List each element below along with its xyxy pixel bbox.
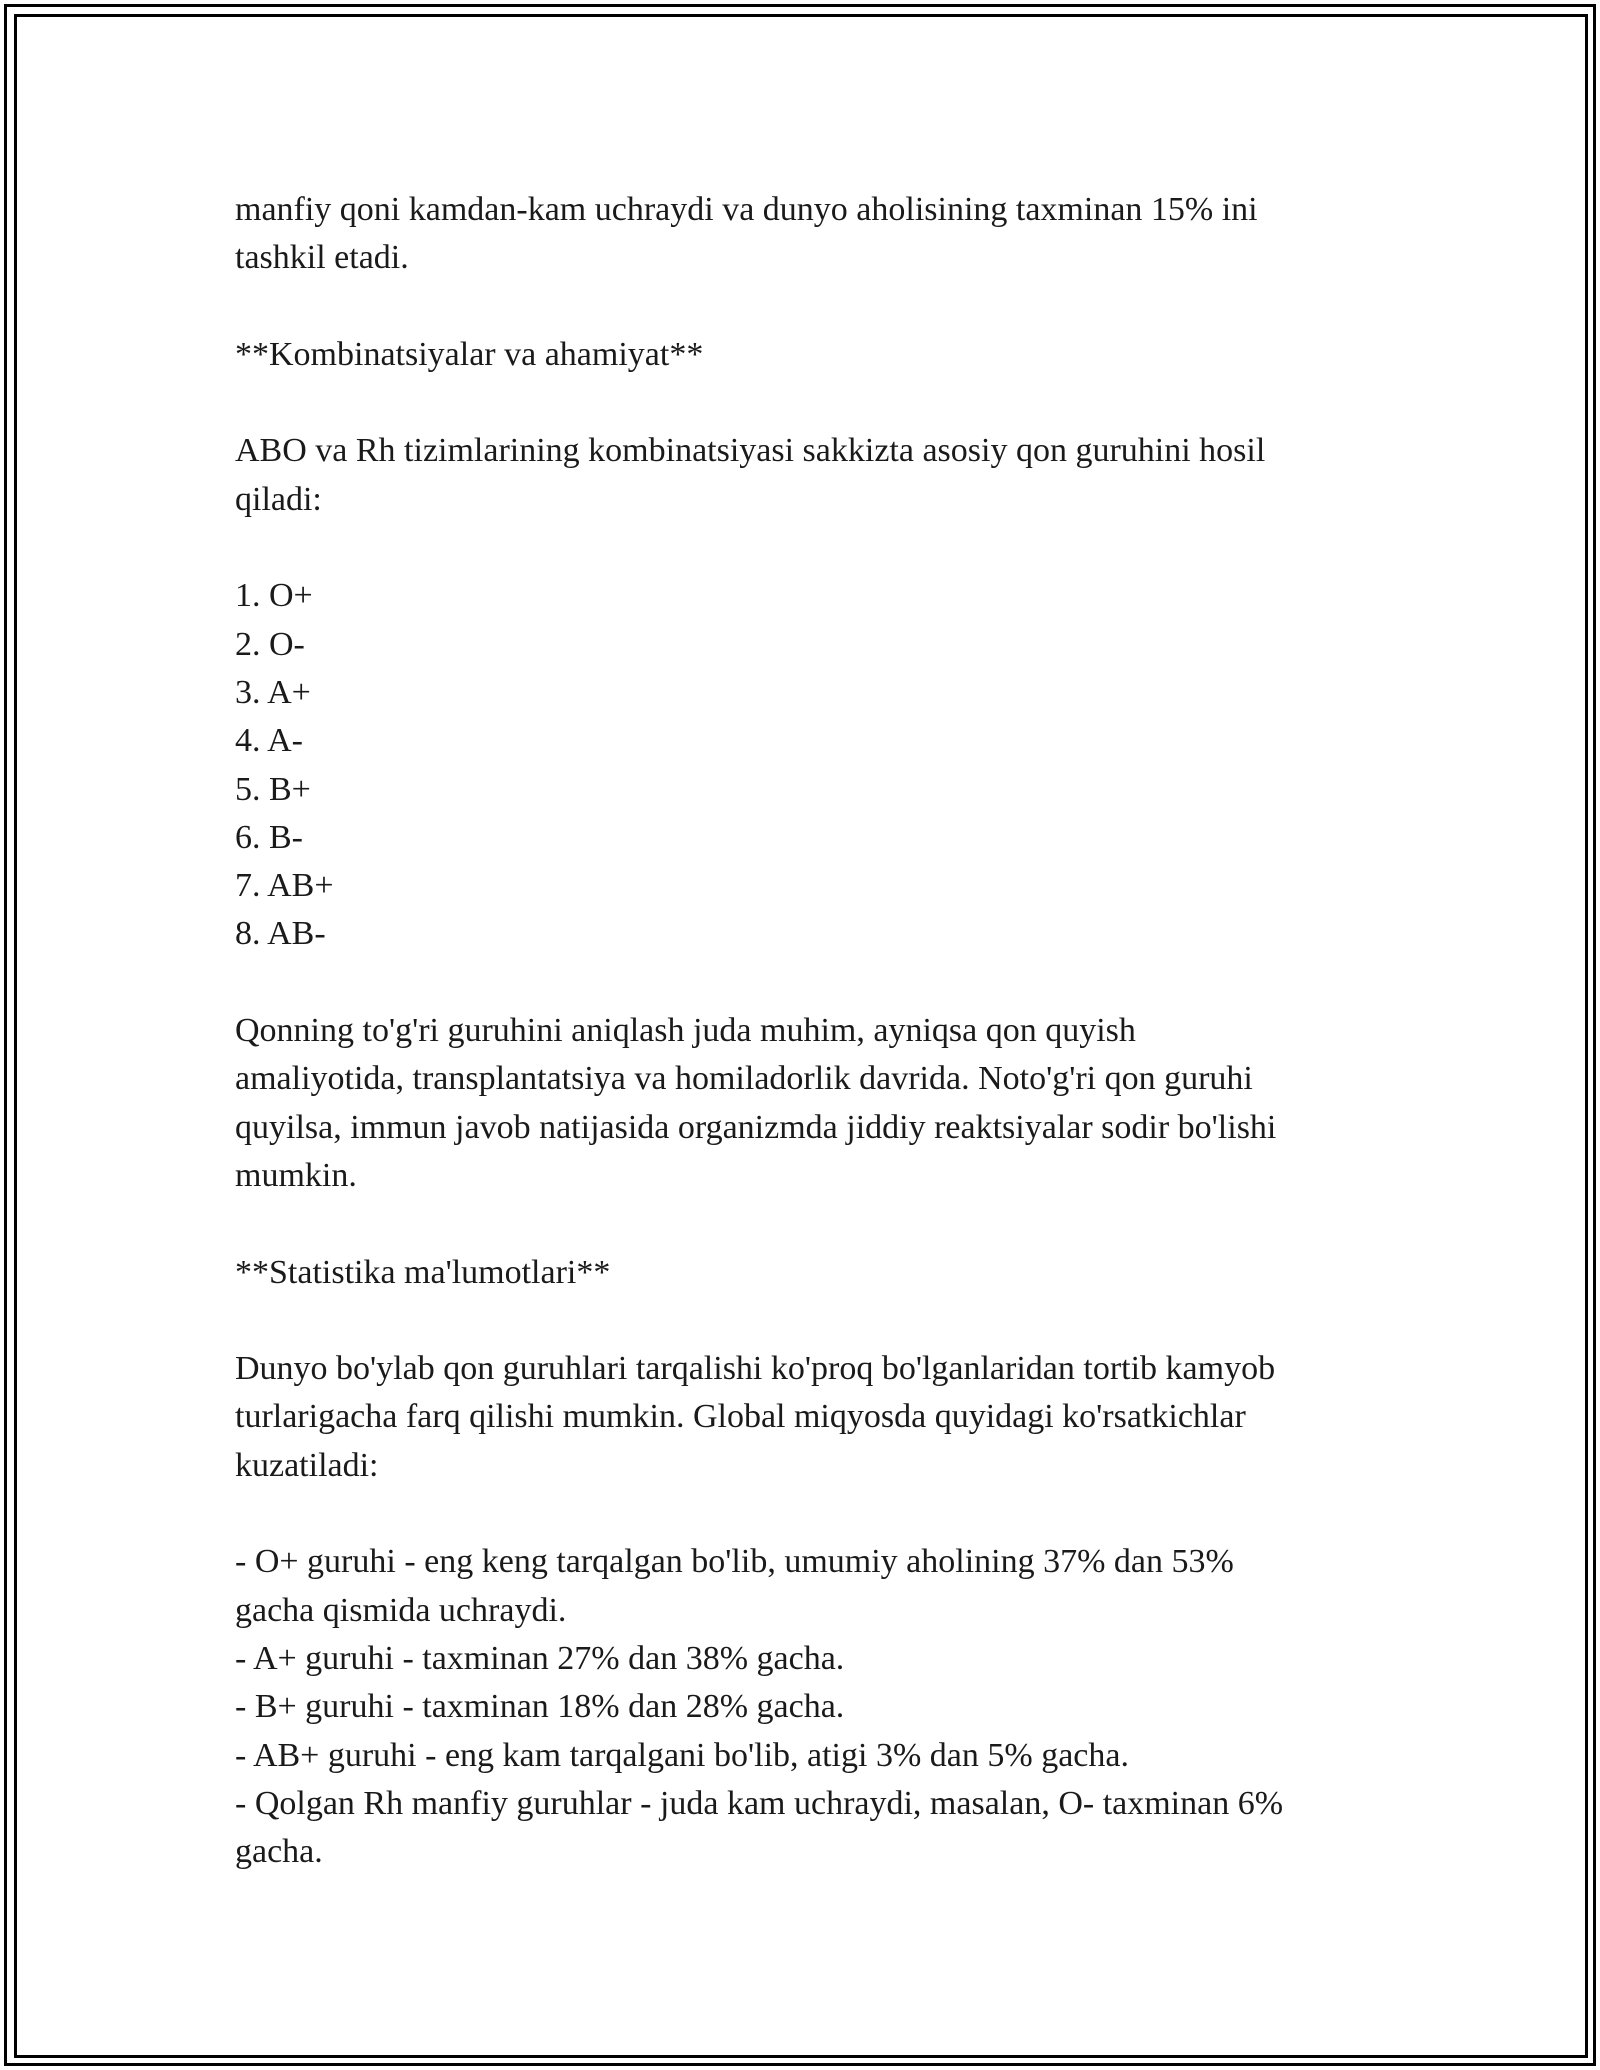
importance-line: amaliyotida, transplantatsiya va homiladorlik davrida. Noto'g'ri qon guruhi xyxy=(235,1060,1253,1098)
importance-line: quyilsa, immun javob natijasida organizmda jiddiy reaktsiyalar sodir bo'lishi xyxy=(235,1108,1277,1146)
combinations-intro-paragraph xyxy=(235,427,1395,524)
paragraph-gap xyxy=(235,959,1395,1007)
statistics-list-line: gacha qismida uchraydi. xyxy=(235,1591,567,1629)
combinations-intro-line: ABO va Rh tizimlarining kombinatsiyasi sakkizta asosiy qon guruhini hosil xyxy=(235,432,1266,470)
heading-statistics: **Statistika ma'lumotlari** xyxy=(235,1253,611,1291)
statistics-list-line: - B+ guruhi - taxminan 18% dan 28% gacha. xyxy=(235,1688,845,1726)
paragraph-gap xyxy=(235,1297,1395,1345)
list-item: 6. B- xyxy=(235,818,303,856)
statistics-list-line: gacha. xyxy=(235,1833,323,1871)
list-item: 2. O- xyxy=(235,625,305,663)
statistics-intro-line: kuzatiladi: xyxy=(235,1446,379,1484)
statistics-intro-line: turlarigacha farq qilishi mumkin. Global miqyosda quyidagi ko'rsatkichlar xyxy=(235,1398,1246,1436)
paragraph-gap xyxy=(235,1490,1395,1538)
statistics-list-line: - Qolgan Rh manfiy guruhlar - juda kam uchraydi, masalan, O- taxminan 6% xyxy=(235,1784,1284,1822)
list-item: 4. A- xyxy=(235,722,303,760)
list-item: 3. A+ xyxy=(235,673,311,711)
intro-line: manfiy qoni kamdan-kam uchraydi va dunyo aholisining taxminan 15% ini xyxy=(235,191,1258,228)
list-item: 5. B+ xyxy=(235,770,311,808)
paragraph-gap xyxy=(235,524,1395,572)
heading-combinations: **Kombinatsiyalar va ahamiyat** xyxy=(235,335,704,373)
statistics-intro-line: Dunyo bo'ylab qon guruhlari tarqalishi ko'proq bo'lganlaridan tortib kamyob xyxy=(235,1350,1276,1388)
list-item: 8. AB- xyxy=(235,915,326,953)
statistics-intro-paragraph xyxy=(235,1345,1395,1490)
statistics-list-line: - O+ guruhi - eng keng tarqalgan bo'lib, umumiy aholining 37% dan 53% xyxy=(235,1543,1234,1581)
list-item: 7. AB+ xyxy=(235,867,334,905)
paragraph-gap xyxy=(235,1200,1395,1248)
importance-paragraph xyxy=(235,1007,1395,1200)
list-item: 1. O+ xyxy=(235,577,313,615)
importance-line: Qonning to'g'ri guruhini aniqlash juda muhim, ayniqsa qon quyish xyxy=(235,1012,1136,1050)
blood-group-list xyxy=(235,572,1395,958)
intro-paragraph xyxy=(235,186,1395,283)
importance-line: mumkin. xyxy=(235,1156,357,1194)
paragraph-gap xyxy=(235,283,1395,331)
document-body xyxy=(235,186,1395,1876)
statistics-list xyxy=(235,1538,1395,1876)
paragraph-gap xyxy=(235,379,1395,427)
intro-line: tashkil etadi. xyxy=(235,239,409,277)
statistics-list-line: - AB+ guruhi - eng kam tarqalgani bo'lib, atigi 3% dan 5% gacha. xyxy=(235,1736,1129,1774)
combinations-intro-line: qiladi: xyxy=(235,480,322,518)
statistics-list-line: - A+ guruhi - taxminan 27% dan 38% gacha. xyxy=(235,1639,845,1677)
